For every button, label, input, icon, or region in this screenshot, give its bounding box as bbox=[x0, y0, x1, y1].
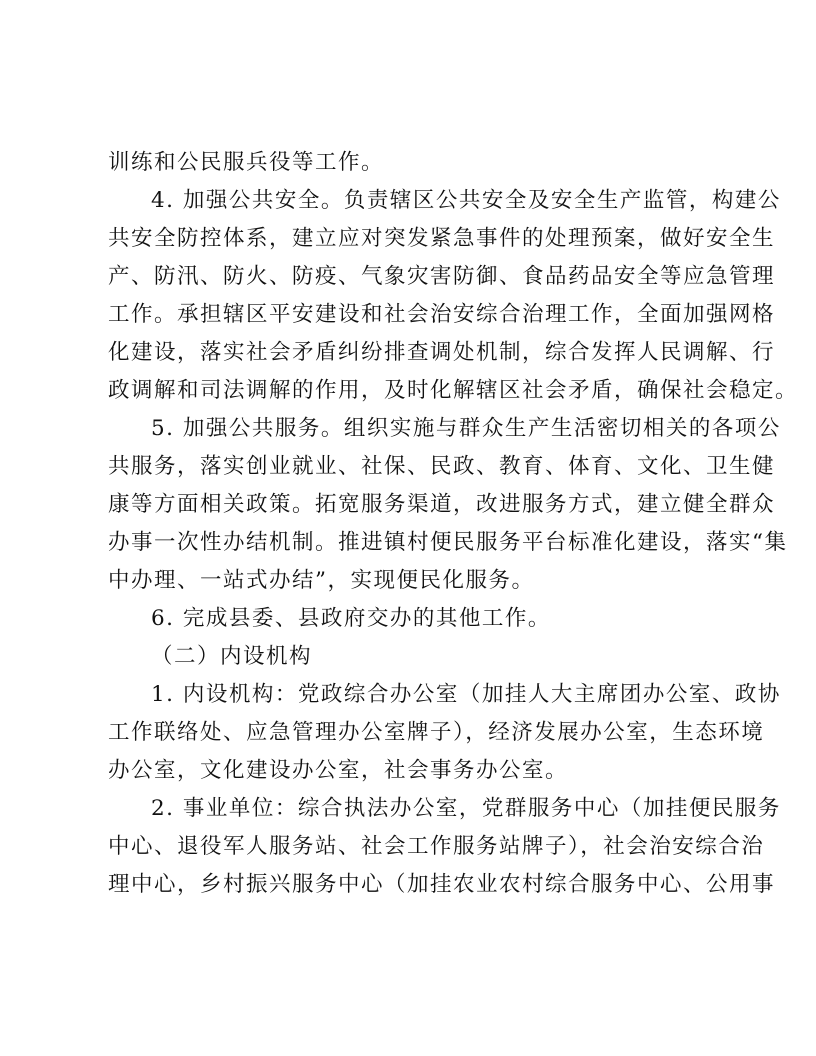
text-line-16: 工作联络处、应急管理办公室牌子），经济发展办公室，生态环境 bbox=[108, 720, 765, 745]
section-heading: （二）内设机构 bbox=[151, 644, 313, 669]
text-line-20: 理中心，乡村振兴服务中心（加挂农业农村综合服务中心、公用事 bbox=[108, 872, 776, 897]
text-line-6: 化建设，落实社会矛盾纠纷排查调处机制，综合发挥人民调解、行 bbox=[108, 340, 776, 365]
text-line-10: 康等方面相关政策。拓宽服务渠道，改进服务方式，建立健全群众 bbox=[108, 492, 776, 517]
text-line-3: 共安全防控体系，建立应对突发紧急事件的处理预案，做好安全生 bbox=[108, 226, 776, 251]
text-line-4: 产、防汛、防火、防疫、气象灾害防御、食品药品安全等应急管理 bbox=[108, 264, 776, 289]
text-line-8: 5. 加强公共服务。组织实施与群众生产生活密切相关的各项公 bbox=[151, 416, 781, 441]
text-line-9: 共服务，落实创业就业、社保、民政、教育、体育、文化、卫生健 bbox=[108, 454, 776, 479]
text-line-19: 中心、退役军人服务站、社会工作服务站牌子），社会治安综合治 bbox=[108, 834, 765, 859]
text-line-1: 训练和公民服兵役等工作。 bbox=[108, 150, 385, 175]
text-line-7: 政调解和司法调解的作用，及时化解辖区社会矛盾，确保社会稳定。 bbox=[108, 378, 799, 403]
text-line-5: 工作。承担辖区平安建设和社会治安综合治理工作，全面加强网格 bbox=[108, 302, 776, 327]
text-line-18: 2. 事业单位：综合执法办公室，党群服务中心（加挂便民服务 bbox=[151, 796, 781, 821]
text-line-17: 办公室，文化建设办公室，社会事务办公室。 bbox=[108, 758, 569, 783]
text-line-12: 中办理、一站式办结”，实现便民化服务。 bbox=[108, 568, 535, 593]
text-line-15: 1. 内设机构：党政综合办公室（加挂人大主席团办公室、政协 bbox=[151, 682, 781, 707]
text-line-13: 6. 完成县委、县政府交办的其他工作。 bbox=[151, 606, 551, 631]
text-line-11: 办事一次性办结机制。推进镇村便民服务平台标准化建设，落实“集 bbox=[108, 530, 788, 555]
text-line-2: 4. 加强公共安全。负责辖区公共安全及安全生产监管，构建公 bbox=[151, 188, 781, 213]
